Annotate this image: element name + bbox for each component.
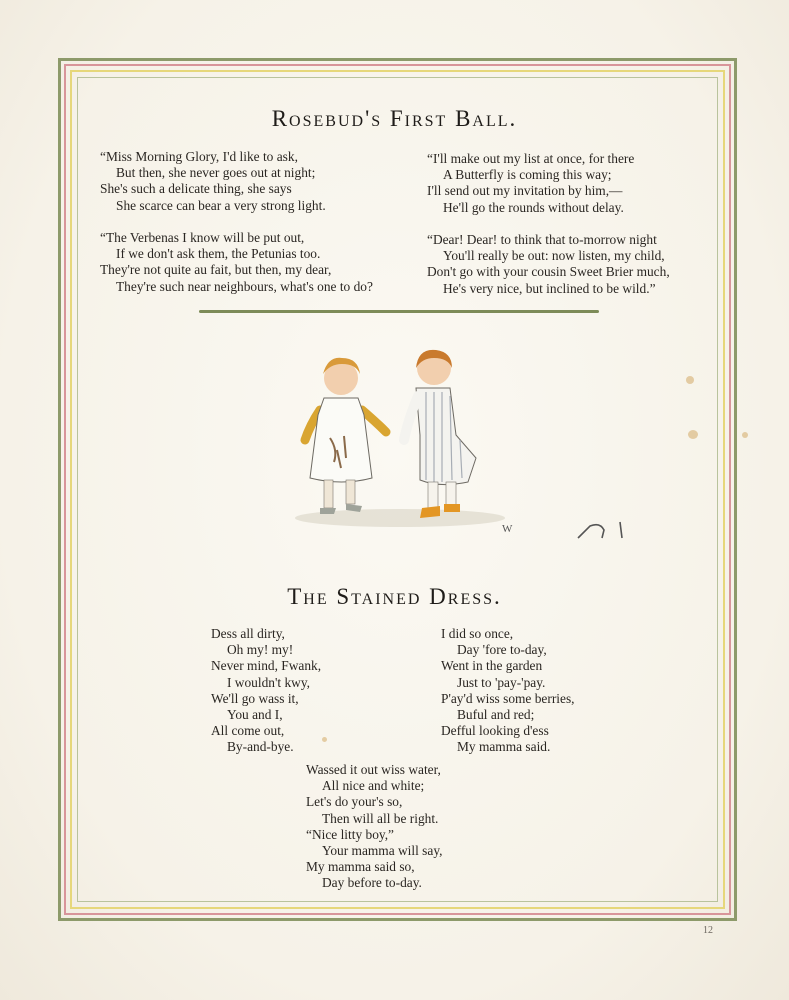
verse-line: She scarce can bear a very strong light.	[116, 197, 326, 213]
verse-line: Wassed it out wiss water,	[306, 762, 441, 777]
verse-line: Then will all be right.	[322, 810, 439, 826]
verse-line: I did so once,	[441, 626, 514, 641]
girl-figure	[305, 358, 386, 514]
verse-line: You'll really be out: now listen, my child,	[443, 248, 665, 264]
verse-line: Let's do your's so,	[306, 794, 403, 810]
verse-line: A Butterfly is coming this way;	[443, 167, 612, 183]
verse-line: I'll send out my invitation by him,—	[427, 183, 623, 199]
verse-line: Oh my! my!	[227, 642, 294, 658]
stanza-2	[100, 230, 373, 295]
verse-line: Day before to-day.	[322, 875, 422, 891]
foxing-stain	[686, 376, 694, 384]
verse-line: By-and-bye.	[227, 739, 294, 755]
verse-line: We'll go wass it,	[211, 690, 299, 706]
poem-title-rosebud: Rosebud's First Ball.	[271, 106, 518, 131]
verse-line: Don't go with your cousin Sweet Brier much,	[427, 264, 670, 280]
stanza-3	[427, 151, 634, 216]
verse-line: P'ay'd wiss some berries,	[441, 690, 575, 706]
artist-signature: W	[502, 523, 513, 535]
verse-line: “Nice litty boy,”	[306, 826, 394, 842]
stanza-1	[100, 149, 326, 214]
section-divider	[199, 310, 599, 313]
verse-line: Just to 'pay-'pay.	[457, 674, 546, 690]
verse-line: “Miss Morning Glory, I'd like to ask,	[100, 149, 298, 164]
verse-line: Buful and red;	[457, 707, 535, 723]
verse-line: My mamma said.	[457, 739, 551, 755]
boy-figure	[404, 350, 476, 518]
verse-line: You and I,	[227, 707, 283, 723]
verse-line: I wouldn't kwy,	[227, 674, 310, 690]
verse-line: Your mamma will say,	[322, 843, 443, 859]
foxing-stain	[742, 432, 748, 438]
verse-line: Dess all dirty,	[211, 626, 285, 641]
poem-title-stained-dress: The Stained Dress.	[287, 584, 502, 609]
verse-line: “Dear! Dear! to think that to-morrow night	[427, 232, 657, 247]
verse-line: Never mind, Fwank,	[211, 658, 322, 674]
verse-line: If we don't ask them, the Petunias too.	[116, 246, 321, 262]
poem-part-3	[306, 762, 443, 892]
verse-line: They're such near neighbours, what's one to do?	[116, 278, 373, 294]
verse-line: He's very nice, but inclined to be wild.”	[443, 280, 656, 296]
verse-line: They're not quite au fait, but then, my dear,	[100, 262, 332, 278]
foxing-stain	[322, 737, 327, 742]
stanza-4	[427, 232, 670, 297]
verse-line: All nice and white;	[322, 778, 425, 794]
verse-line: Went in the garden	[441, 658, 543, 674]
verse-line: “The Verbenas I know will be put out,	[100, 230, 305, 245]
poem-part-1	[211, 626, 321, 756]
pencil-mark	[572, 508, 642, 548]
verse-line: All come out,	[211, 723, 285, 739]
verse-line: He'll go the rounds without delay.	[443, 199, 624, 215]
two-children-illustration	[280, 340, 530, 550]
verse-line: My mamma said so,	[306, 859, 415, 875]
verse-line: But then, she never goes out at night;	[116, 165, 316, 181]
verse-line: Defful looking d'ess	[441, 723, 549, 739]
verse-line: Day 'fore to-day,	[457, 642, 547, 658]
page-number: 12	[703, 925, 713, 936]
verse-line: “I'll make out my list at once, for there	[427, 151, 635, 166]
verse-line: She's such a delicate thing, she says	[100, 181, 292, 197]
poem-part-2	[441, 626, 575, 756]
foxing-stain	[688, 430, 698, 439]
